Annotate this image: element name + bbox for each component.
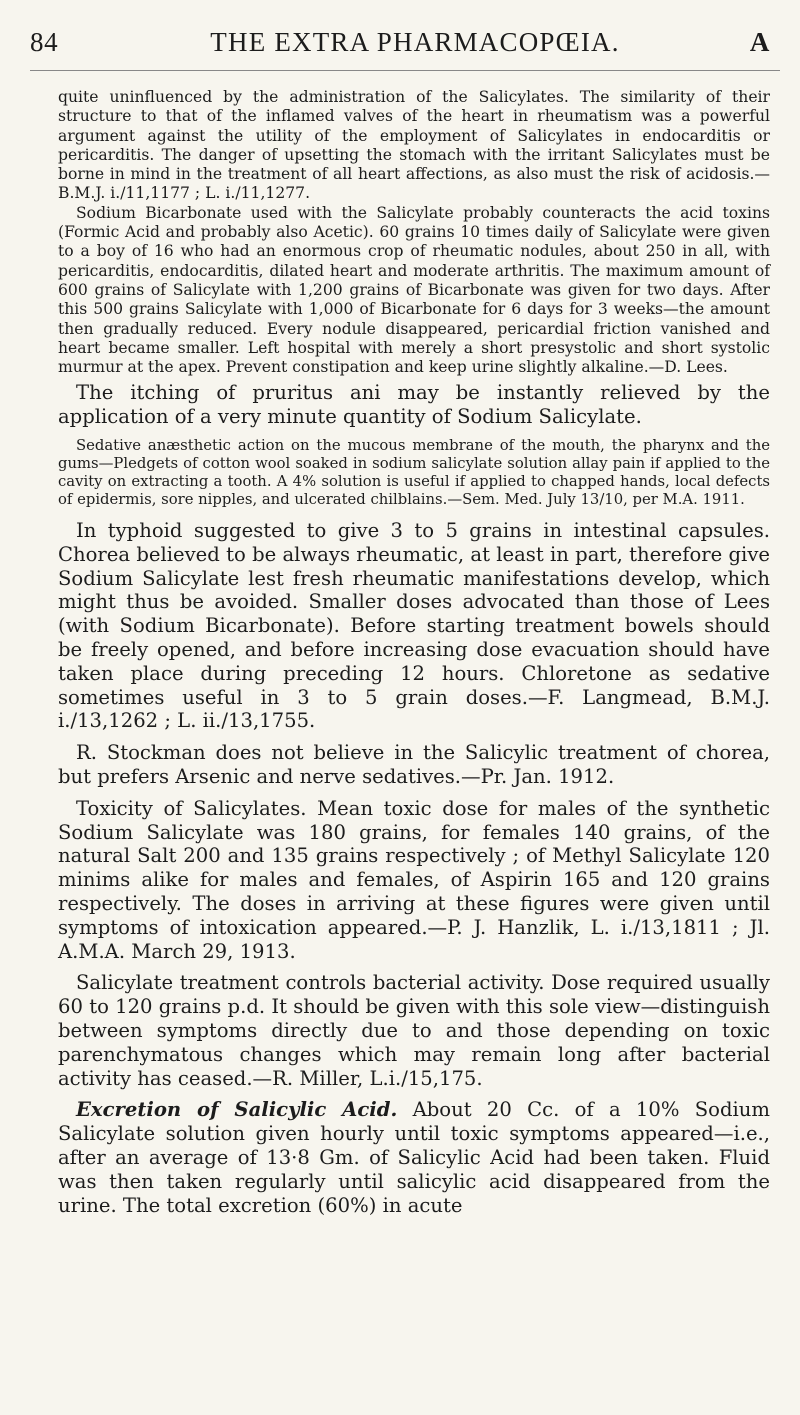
section-heading-excretion: Excretion of Salicylic Acid. (76, 1098, 398, 1122)
running-header (30, 20, 770, 64)
running-title: THE EXTRA PHARMACOPŒIA. (210, 26, 620, 57)
paragraph-3: The itching of pruritus ani may be instantly relieved by the application of a very minute quantity of Sodium Salicylate. (58, 381, 770, 429)
paragraph-9 (58, 1098, 770, 1217)
paragraph-1: quite uninfluenced by the administration of the Salicylates. The similarity of their structure to that of the inflamed valves of the heart in rheumatism was a powerful argument against the utility of the employment of Salicylates in endocarditis or pericarditis. The danger of upsetting the stomach with the irritant Salicylates must be borne in mind in the treatment of all heart affections, as also must the risk of acidosis.—B.M.J. i./11,1177 ; L. i./11,1277. (58, 88, 770, 203)
paragraph-5: In typhoid suggested to give 3 to 5 grains in intestinal capsules. Chorea believed to be always rheumatic, at least in part, therefore give Sodium Salicylate lest fresh rheumatic manifestations develop, which might thus be avoided. Smaller doses advocated than those of Lees (with Sodium Bicarbonate). Before starting treatment bowels should be freely opened, and before increasing dose evacuation should have taken place during preceding 12 hours. Chloretone as sedative sometimes useful in 3 to 5 grain doses.—F. Langmead, B.M.J. i./13,1262 ; L. ii./13,1755. (58, 519, 770, 733)
paragraph-9-text: About 20 Cc. of a 10% Sodium Salicylate solution given hourly until toxic symptoms appeared—i.e., after an average of 13·8 Gm. of Salicylic Acid had been taken. Fluid was then taken regularly until salicylic acid disappeared from the urine. The total excretion (60%) in acute (58, 1098, 770, 1217)
paragraph-7: Toxicity of Salicylates. Mean toxic dose for males of the synthetic Sodium Salicylate was 180 grains, for females 140 grains, of the natural Salt 200 and 135 grains respectively ; of Methyl Salicylate 120 minims alike for males and females, of Aspirin 165 and 120 grains respectively. The doses in arriving at these figures were given until symptoms of intoxication appeared.—P. J. Hanzlik, L. i./13,1811 ; Jl. A.M.A. March 29, 1913. (58, 796, 770, 963)
signature-mark: A (749, 26, 770, 57)
paragraph-6: R. Stockman does not believe in the Salicylic treatment of chorea, but prefers Arsenic and nerve sedatives.—Pr. Jan. 1912. (58, 741, 770, 789)
paragraph-2: Sodium Bicarbonate used with the Salicylate probably counteracts the acid toxins (Formic Acid and probably also Acetic). 60 grains 10 times daily of Salicylate were given to a boy of 16 who had an enormous crop of rheumatic nodules, about 250 in all, with pericarditis, endocarditis, dilated heart and moderate arthritis. The maximum amount of 600 grains of Salicylate with 1,200 grains of Bicarbonate was given for two days. After this 500 grains Salicylate with 1,000 of Bicarbonate for 6 days for 3 weeks—the amount then gradually reduced. Every nodule disappeared, pericardial friction vanished and heart became smaller. Left hospital with merely a short presystolic and short systolic murmur at the apex. Prevent constipation and keep urine slightly alkaline.—D. Lees. (58, 203, 770, 377)
page-body (58, 88, 770, 1217)
page-number: 84 (30, 26, 59, 57)
paragraph-4: Sedative anæsthetic action on the mucous membrane of the mouth, the pharynx and the gums—Pledgets of cotton wool soaked in sodium salicylate solution allay pain if applied to the cavity on extracting a tooth. A 4% solution is useful if applied to chapped hands, local defects of epidermis, sore nipples, and ulcerated chilblains.—Sem. Med. July 13/10, per M.A. 1911. (58, 437, 770, 509)
header-rule (30, 70, 780, 71)
paragraph-8: Salicylate treatment controls bacterial activity. Dose required usually 60 to 120 grains p.d. It should be given with this sole view—distinguish between symptoms directly due to and those depending on toxic parenchymatous changes which may remain long after bacterial activity has ceased.—R. Miller, L.i./15,175. (58, 971, 770, 1090)
